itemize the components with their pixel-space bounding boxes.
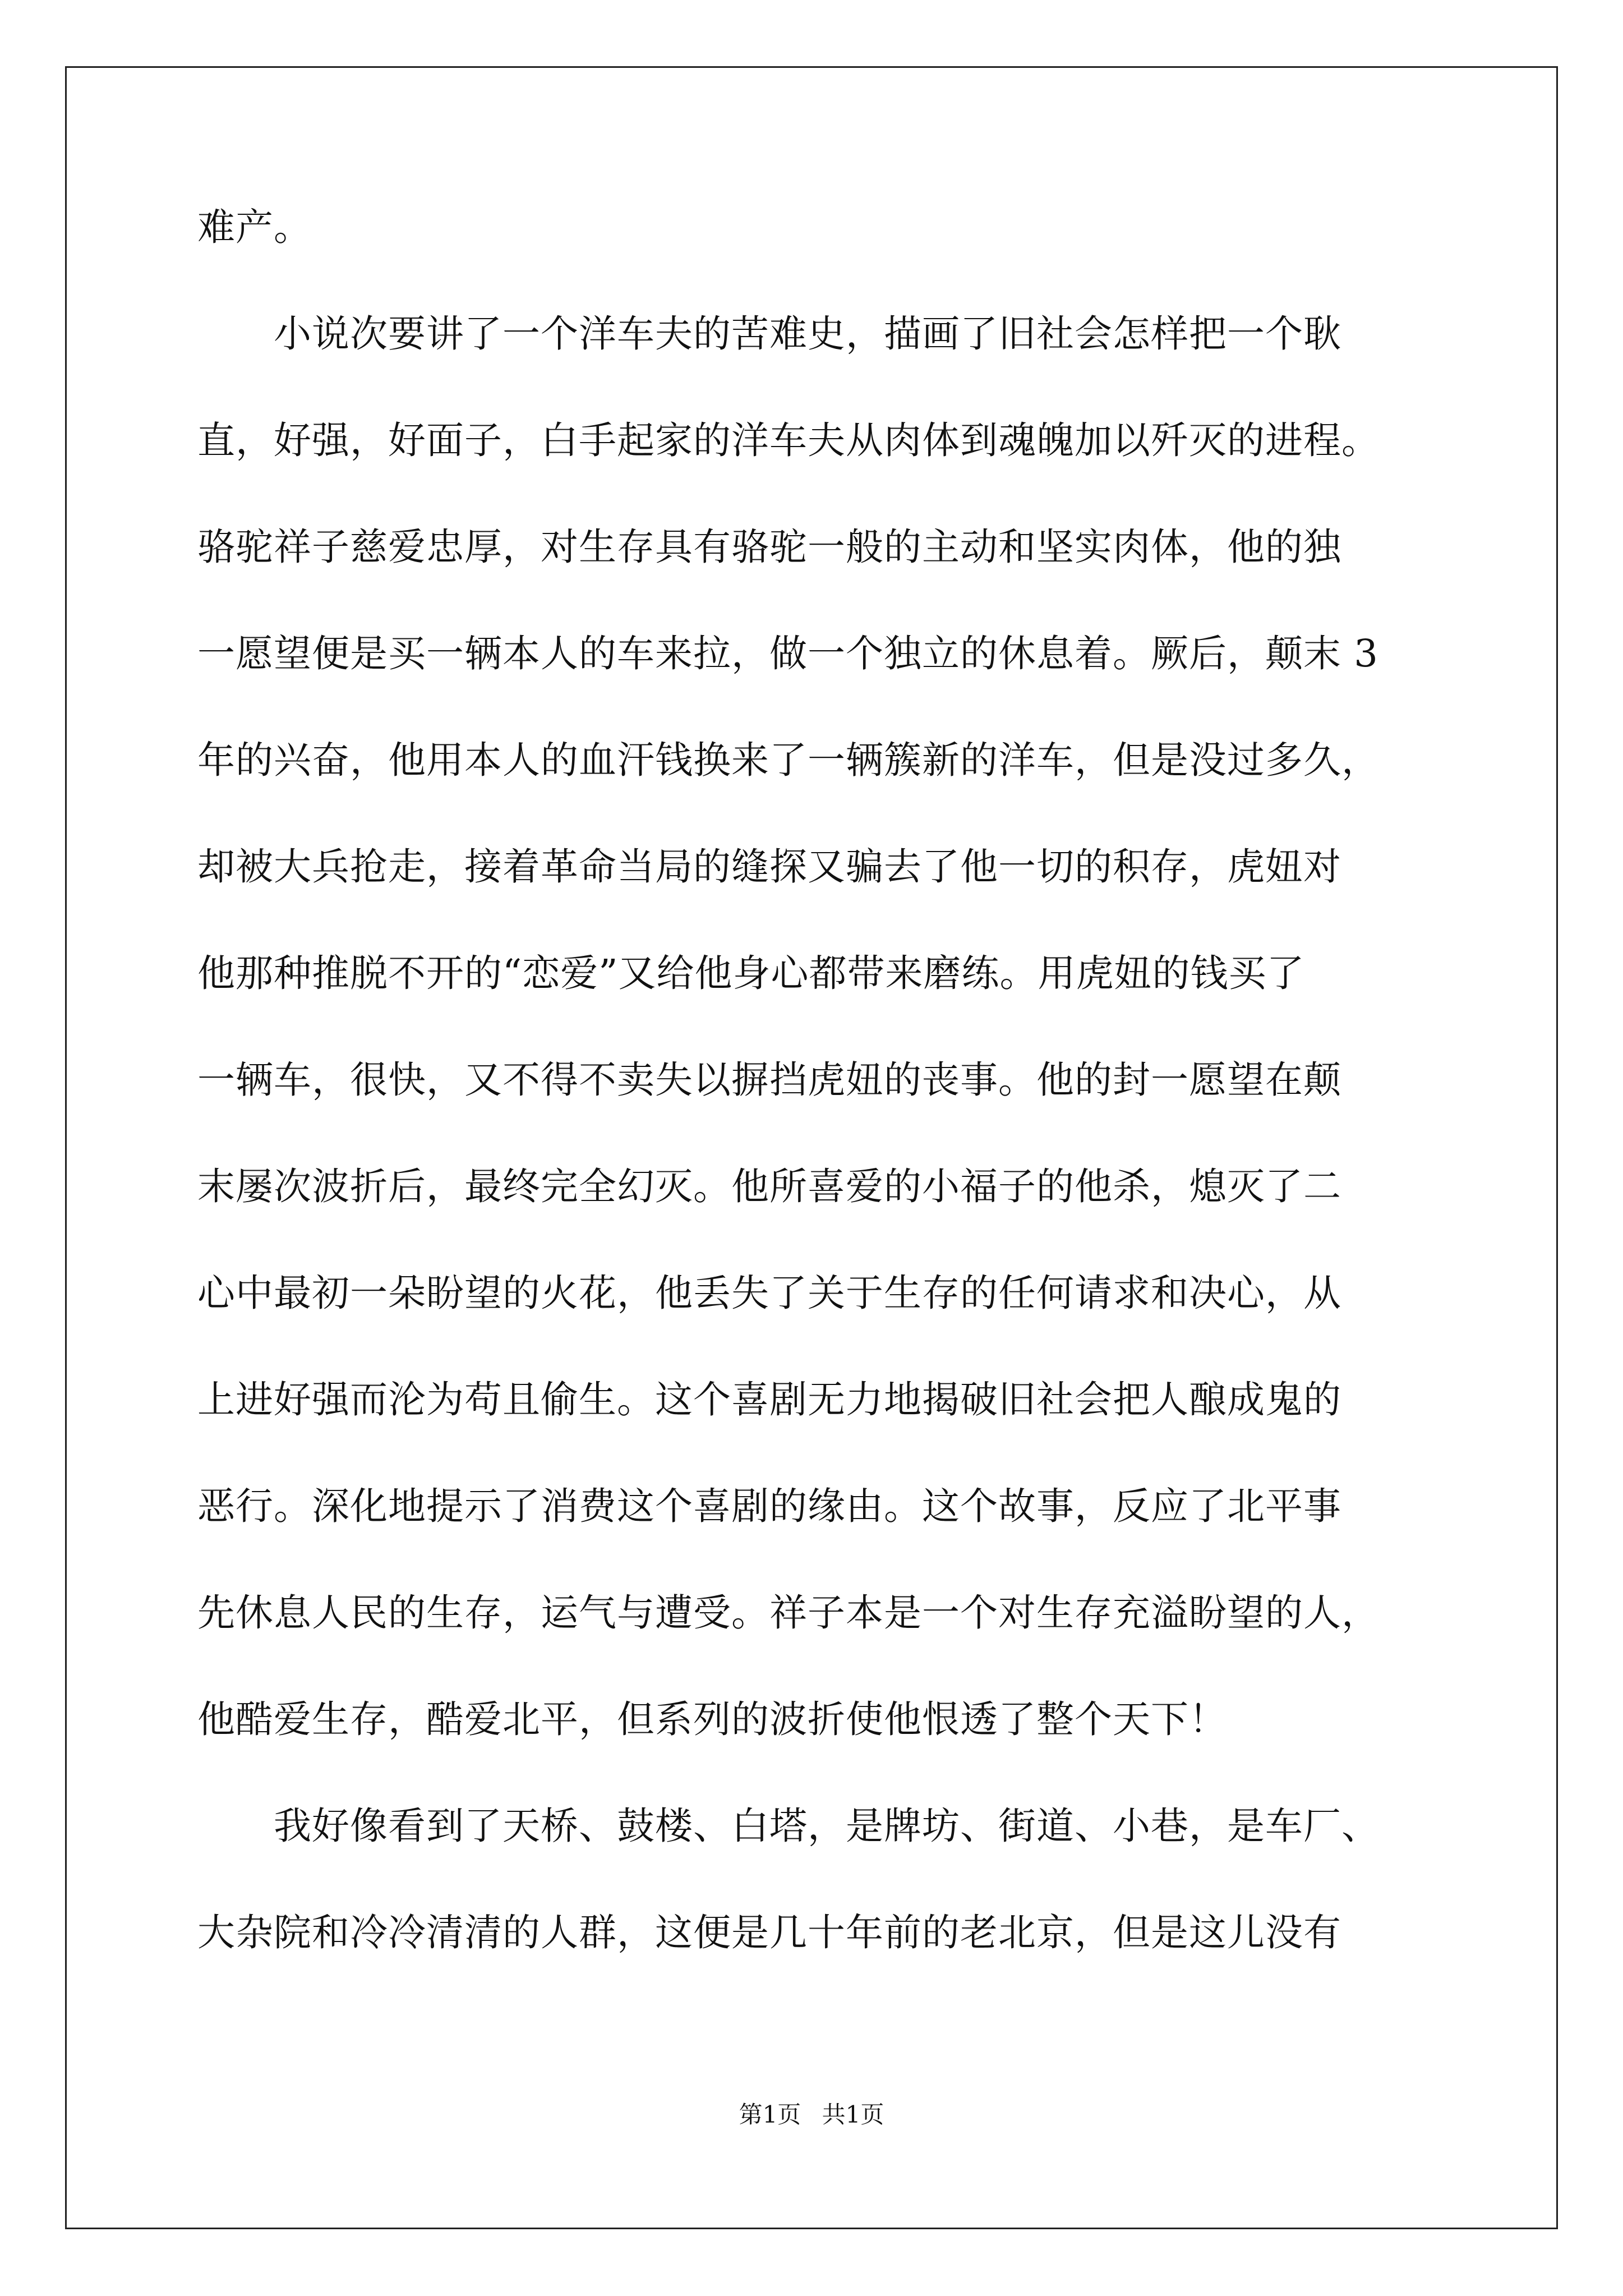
text-line: 一愿望便是买一辆本人的车来拉，做一个独立的休息着。厥后，颠末 3 (197, 632, 1378, 675)
text-line: 我好像看到了天桥、鼓楼、白塔，是牌坊、街道、小巷，是车厂、 (197, 1804, 1380, 1848)
page-total: 共1页 (822, 2101, 884, 2128)
text-line: 心中最初一朵盼望的火花，他丢失了关于生存的任何请求和决心，从 (197, 1271, 1341, 1315)
text-line: 直，好强，好面子，白手起家的洋车夫从肉体到魂魄加以歼灭的进程。 (197, 418, 1380, 462)
text-line: 上进好强而沦为苟且偷生。这个喜剧无力地揭破旧社会把人酿成鬼的 (197, 1378, 1341, 1421)
page-border (65, 66, 1558, 2229)
text-line: 恶行。深化地提示了消费这个喜剧的缘由。这个故事，反应了北平事 (197, 1484, 1341, 1528)
text-line: 却被大兵抢走，接着革命当局的缝探又骗去了他一切的积存，虎妞对 (197, 845, 1341, 889)
page-footer (0, 2098, 1623, 2132)
text-line: 年的兴奋，他用本人的血汗钱换来了一辆簇新的洋车，但是没过多久， (197, 738, 1380, 782)
text-line: 骆驼祥子慈爱忠厚，对生存具有骆驼一般的主动和坚实肉体，他的独 (197, 525, 1341, 569)
text-line: 他那种推脱不开的“恋爱”又给他身心都带来磨练。用虎妞的钱买了 (197, 951, 1305, 995)
text-line: 一辆车，很快，又不得不卖失以摒挡虎妞的丧事。他的封一愿望在颠 (197, 1058, 1341, 1102)
page-number: 第1页 (739, 2101, 801, 2128)
text-line: 难产。 (197, 205, 312, 249)
text-line: 他酷爱生存，酷爱北平，但系列的波折使他恨透了整个天下！ (197, 1697, 1227, 1741)
text-line: 大杂院和冷冷清清的人群，这便是几十年前的老北京，但是这儿没有 (197, 1911, 1341, 1954)
text-line: 末屡次波折后，最终完全幻灭。他所喜爱的小福子的他杀，熄灭了二 (197, 1165, 1341, 1208)
text-line: 先休息人民的生存，运气与遭受。祥子本是一个对生存充溢盼望的人， (197, 1591, 1380, 1635)
text-line: 小说次要讲了一个洋车夫的苦难史，描画了旧社会怎样把一个耿 (197, 312, 1341, 356)
